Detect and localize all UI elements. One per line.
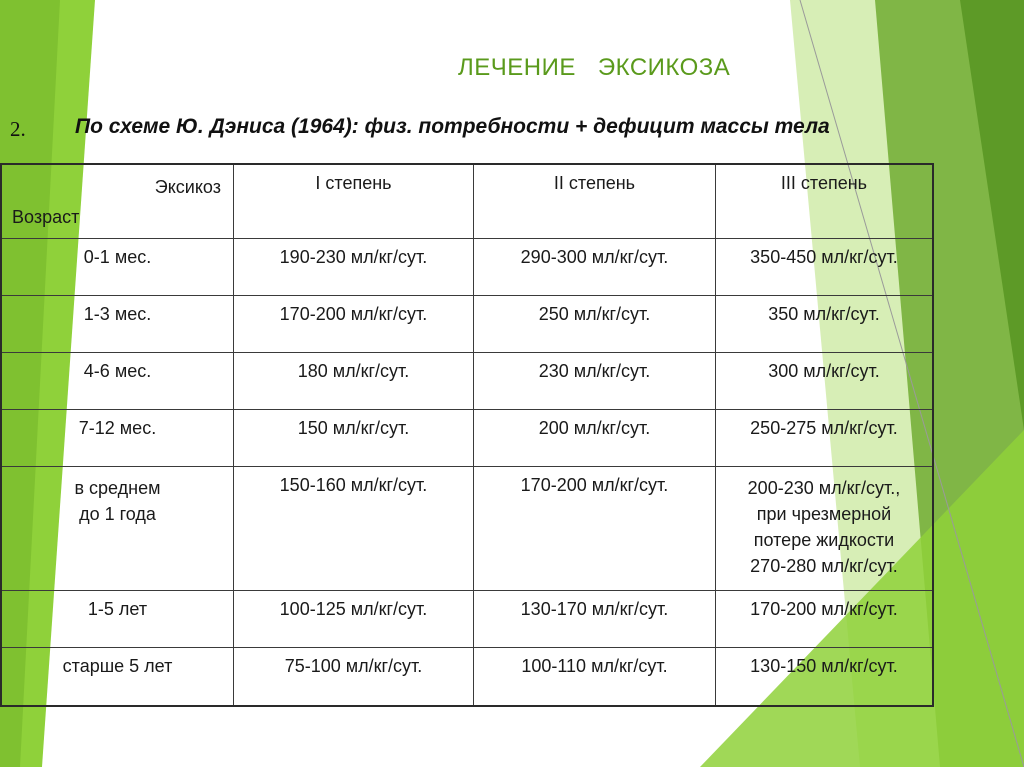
value-cell: 130-150 мл/кг/сут. xyxy=(716,648,934,706)
slide-subtitle: По схеме Ю. Дэниса (1964): физ. потребности + дефицит массы тела xyxy=(75,115,830,138)
value-cell: 250 мл/кг/сут. xyxy=(474,296,716,353)
value-cell: 75-100 мл/кг/сут. xyxy=(234,648,474,706)
value-cell: 170-200 мл/кг/сут. xyxy=(716,591,934,648)
table-row-average xyxy=(1,467,933,591)
table-row xyxy=(1,591,933,648)
value-cell-multiline xyxy=(716,467,934,591)
value-line: 270-280 мл/кг/сут. xyxy=(750,556,898,576)
table-row xyxy=(1,648,933,706)
header-corner-cell xyxy=(1,164,234,239)
value-cell: 230 мл/кг/сут. xyxy=(474,353,716,410)
table-row xyxy=(1,239,933,296)
header-degree-2: II степень xyxy=(474,164,716,239)
value-cell: 290-300 мл/кг/сут. xyxy=(474,239,716,296)
header-degree-1: I степень xyxy=(234,164,474,239)
header-degree-3: III степень xyxy=(716,164,934,239)
table-row xyxy=(1,353,933,410)
table-header-row xyxy=(1,164,933,239)
value-cell: 170-200 мл/кг/сут. xyxy=(474,467,716,591)
value-cell: 150 мл/кг/сут. xyxy=(234,410,474,467)
header-corner-bottom: Возраст xyxy=(12,207,80,227)
value-cell: 250-275 мл/кг/сут. xyxy=(716,410,934,467)
value-cell: 180 мл/кг/сут. xyxy=(234,353,474,410)
age-cell: старше 5 лет xyxy=(1,648,234,706)
value-line: 200-230 мл/кг/сут., xyxy=(747,478,901,498)
value-line: при чрезмерной xyxy=(756,504,892,524)
age-cell: 1-3 мес. xyxy=(1,296,234,353)
slide-title xyxy=(458,54,730,82)
slide-title-part2: ЭКСИКОЗА xyxy=(597,54,731,81)
age-cell: 1-5 лет xyxy=(1,591,234,648)
value-cell: 130-170 мл/кг/сут. xyxy=(474,591,716,648)
value-cell: 190-230 мл/кг/сут. xyxy=(234,239,474,296)
value-cell: 350 мл/кг/сут. xyxy=(716,296,934,353)
age-cell: 7-12 мес. xyxy=(1,410,234,467)
excicosis-table xyxy=(0,163,934,707)
value-cell: 200 мл/кг/сут. xyxy=(474,410,716,467)
age-average-line1: в среднем xyxy=(74,478,161,498)
list-number: 2. xyxy=(10,117,26,141)
age-average-line2: до 1 года xyxy=(79,504,156,524)
value-line: потере жидкости xyxy=(753,530,895,550)
age-cell: 0-1 мес. xyxy=(1,239,234,296)
value-cell: 300 мл/кг/сут. xyxy=(716,353,934,410)
slide-title-part1: ЛЕЧЕНИЕ xyxy=(458,54,576,81)
value-cell: 150-160 мл/кг/сут. xyxy=(234,467,474,591)
value-cell: 100-125 мл/кг/сут. xyxy=(234,591,474,648)
value-cell: 100-110 мл/кг/сут. xyxy=(474,648,716,706)
table-row xyxy=(1,296,933,353)
age-cell: 4-6 мес. xyxy=(1,353,234,410)
header-corner-top: Эксикоз xyxy=(154,177,221,197)
age-cell-average xyxy=(1,467,234,591)
value-cell: 350-450 мл/кг/сут. xyxy=(716,239,934,296)
table-row xyxy=(1,410,933,467)
value-cell: 170-200 мл/кг/сут. xyxy=(234,296,474,353)
